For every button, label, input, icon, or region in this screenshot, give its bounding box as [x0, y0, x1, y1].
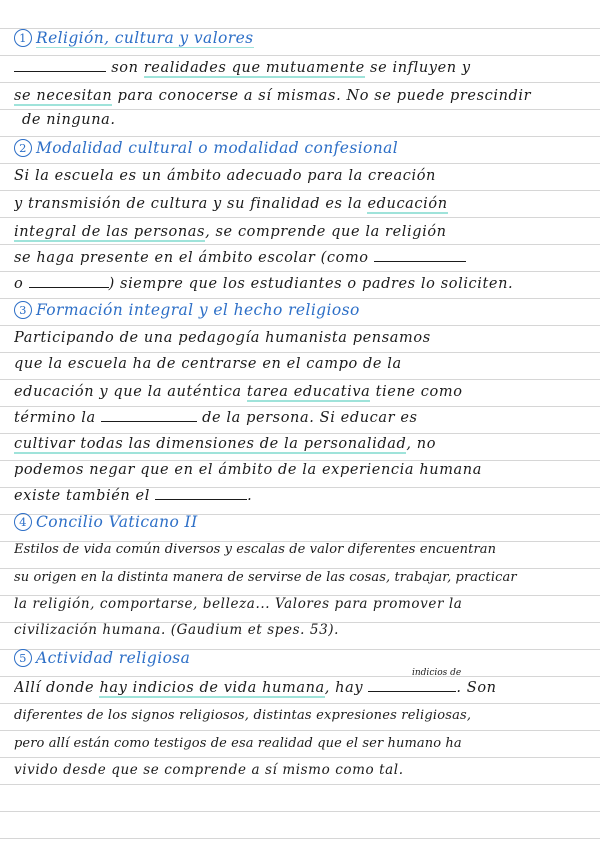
- text-fragment: tiene como: [375, 384, 463, 400]
- section-3-line-1: [14, 328, 592, 348]
- section-3-heading: [14, 300, 592, 320]
- text-fragment: Estilos de vida común diversos y escalas de valor diferentes encuentran: [14, 542, 497, 557]
- text-fragment: civilización humana. (Gaudium et spes. 53).: [14, 622, 340, 638]
- section-5-line-1: [14, 678, 592, 698]
- text-fragment: diferentes de los signos religiosos, distintas expresiones religiosas,: [14, 708, 472, 723]
- text-fragment: .: [247, 488, 253, 504]
- section-5-heading: [14, 648, 592, 668]
- text-fragment: podemos negar que en el ámbito de la experiencia humana: [14, 462, 482, 478]
- highlighted-text: se necesitan: [14, 88, 112, 106]
- text-fragment: , se comprende que la religión: [205, 224, 447, 240]
- section-2-line-2: [14, 194, 592, 214]
- highlighted-text: integral de las personas: [14, 224, 205, 242]
- text-fragment: , no: [406, 436, 437, 452]
- section-number-badge: 4: [14, 513, 32, 531]
- section-3-line-3: [14, 382, 592, 402]
- section-number-badge: 5: [14, 649, 32, 667]
- text-fragment: para conocerse a sí mismas. No se puede prescindir: [117, 88, 532, 104]
- section-1-line-3: [22, 110, 592, 130]
- section-2-line-5: [14, 274, 592, 294]
- text-fragment: se influyen y: [370, 60, 471, 76]
- section-3-line-6: [14, 460, 592, 480]
- section-4-line-4: [14, 620, 592, 640]
- section-5-line-3: [14, 734, 592, 754]
- text-fragment: , hay: [324, 680, 364, 696]
- text-fragment: Si la escuela es un ámbito adecuado para la creación: [14, 168, 436, 184]
- highlighted-text: hay indicios de vida humana: [99, 680, 324, 698]
- section-1-line-2: [14, 86, 592, 106]
- section-3-line-5: [14, 434, 592, 454]
- section-2-line-4: [14, 248, 592, 268]
- text-fragment: de la persona. Si educar es: [202, 410, 418, 426]
- text-fragment: la religión, comportarse, belleza... Valores para promover la: [14, 596, 463, 612]
- section-2-heading: [14, 138, 592, 158]
- text-fragment: vivido desde que se comprende a sí mismo como tal.: [14, 762, 404, 778]
- text-fragment: o: [14, 276, 24, 292]
- section-1-line-1: [14, 58, 592, 78]
- section-4-line-3: [14, 594, 592, 614]
- fill-in-blank[interactable]: [374, 249, 466, 262]
- section-number-badge: 1: [14, 29, 32, 47]
- text-fragment: pero allí están como testigos de esa realidad que el ser humano ha: [14, 736, 462, 751]
- text-fragment: . Son: [456, 680, 497, 696]
- highlighted-text: educación: [367, 196, 447, 214]
- section-title: Concilio Vaticano II: [36, 513, 198, 531]
- section-3-line-2: [14, 354, 592, 374]
- text-fragment: son: [111, 60, 139, 76]
- fill-in-blank[interactable]: [14, 59, 106, 72]
- section-title: Modalidad cultural o modalidad confesional: [36, 139, 399, 157]
- annotation-above-blank: indicios de: [412, 668, 462, 678]
- fill-in-blank[interactable]: [29, 275, 109, 288]
- highlighted-text: tarea educativa: [247, 384, 371, 402]
- text-fragment: su origen en la distinta manera de servirse de las cosas, trabajar, practicar: [14, 570, 517, 585]
- section-5-line-4: [14, 760, 592, 780]
- fill-in-blank[interactable]: [101, 409, 197, 422]
- text-fragment: Allí donde: [14, 680, 95, 696]
- section-4-line-1: [14, 540, 592, 560]
- section-2-line-3: [14, 222, 592, 242]
- highlighted-text: realidades que mutuamente: [144, 60, 365, 78]
- text-fragment: existe también el: [14, 488, 150, 504]
- section-title: Actividad religiosa: [36, 649, 191, 667]
- section-3-line-7: [14, 486, 592, 506]
- text-fragment: se haga presente en el ámbito escolar (como: [14, 250, 369, 266]
- fill-in-blank[interactable]: [368, 679, 456, 692]
- section-number-badge: 2: [14, 139, 32, 157]
- section-2-line-1: [14, 166, 592, 186]
- text-fragment: de ninguna.: [22, 112, 116, 128]
- text-fragment: y transmisión de cultura y su finalidad es la: [14, 196, 363, 212]
- text-fragment: ) siempre que los estudiantes o padres lo soliciten.: [108, 276, 514, 292]
- section-1-heading: [14, 28, 592, 48]
- section-number-badge: 3: [14, 301, 32, 319]
- text-fragment: que la escuela ha de centrarse en el campo de la: [14, 356, 402, 372]
- text-fragment: educación y que la auténtica: [14, 384, 242, 400]
- text-fragment: término la: [14, 410, 96, 426]
- section-4-heading: [14, 512, 592, 532]
- text-fragment: Participando de una pedagogía humanista pensamos: [14, 330, 431, 346]
- section-3-line-4: [14, 408, 592, 428]
- section-title: Formación integral y el hecho religioso: [36, 301, 360, 319]
- section-4-line-2: [14, 568, 592, 588]
- highlighted-text: cultivar todas las dimensiones de la personalidad: [14, 436, 406, 454]
- fill-in-blank[interactable]: [155, 487, 247, 500]
- section-title: Religión, cultura y valores: [36, 29, 254, 48]
- section-5-line-2: [14, 706, 592, 726]
